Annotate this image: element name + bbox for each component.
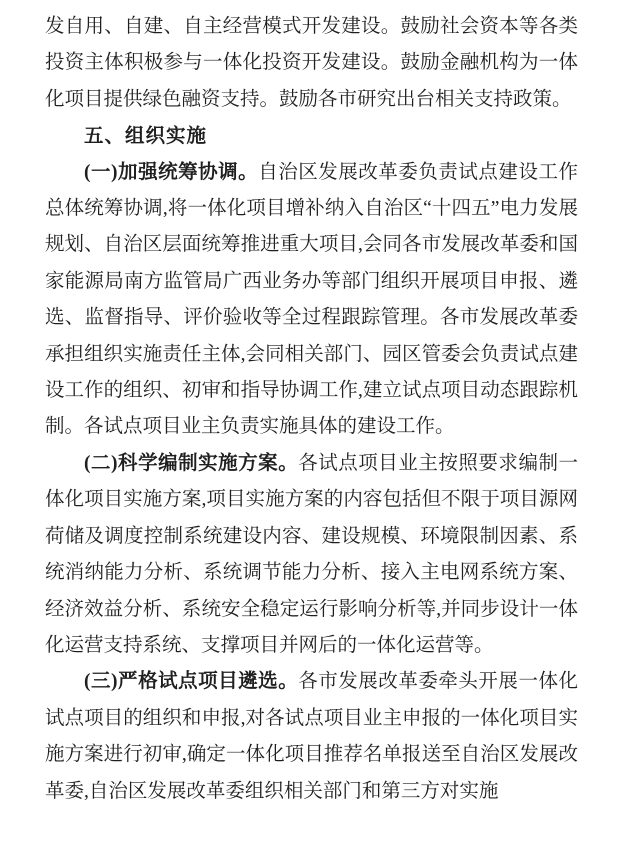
paragraph-item-2-body: 各试点项目业主按照要求编制一体化项目实施方案,项目实施方案的内容包括但不限于项目源网荷储及调度控制系统建设内容、建设规模、环境限制因素、系统消纳能力分析、系统调节能力分析、接入主电网系统方案、经济效益分析、系统安全稳定运行影响分析等,并同步设计一体化运营支持系统、支撑项目并网后的一体化运营等。 <box>45 452 578 656</box>
paragraph-item-3 <box>45 664 578 810</box>
paragraph-item-2 <box>45 446 578 664</box>
section-heading: 五、组织实施 <box>84 125 208 148</box>
paragraph-item-3-body: 各市发展改革委牵头开展一体化试点项目的组织和申报,对各试点项目业主申报的一体化项目实施方案进行初审,确定一体化项目推荐名单报送至自治区发展改革委,自治区发展改革委组织相关部门和第三方对实施 <box>45 671 578 802</box>
paragraph-item-2-lead: (二)科学编制实施方案。 <box>84 452 299 474</box>
paragraph-continuation: 发自用、自建、自主经营模式开发建设。鼓励社会资本等各类投资主体积极参与一体化投资开发建设。鼓励金融机构为一体化项目提供绿色融资支持。鼓励各市研究出台相关支持政策。 <box>45 16 578 110</box>
paragraph-item-1-lead: (一)加强统筹协调。 <box>84 161 259 183</box>
paragraph-item-3-lead: (三)严格试点项目遴选。 <box>84 671 299 693</box>
paragraph-item-1 <box>45 155 578 446</box>
paragraph-item-1-body: 自治区发展改革委负责试点建设工作总体统筹协调,将一体化项目增补纳入自治区“十四五”电力发展规划、自治区层面统筹推进重大项目,会同各市发展改革委和国家能源局南方监管局广西业务办等部门组织开展项目申报、遴选、监督指导、评价验收等全过程跟踪管理。各市发展改革委承担组织实施责任主体,会同相关部门、园区管委会负责试点建设工作的组织、初审和指导协调工作,建立试点项目动态跟踪机制。各试点项目业主负责实施具体的建设工作。 <box>45 161 578 438</box>
